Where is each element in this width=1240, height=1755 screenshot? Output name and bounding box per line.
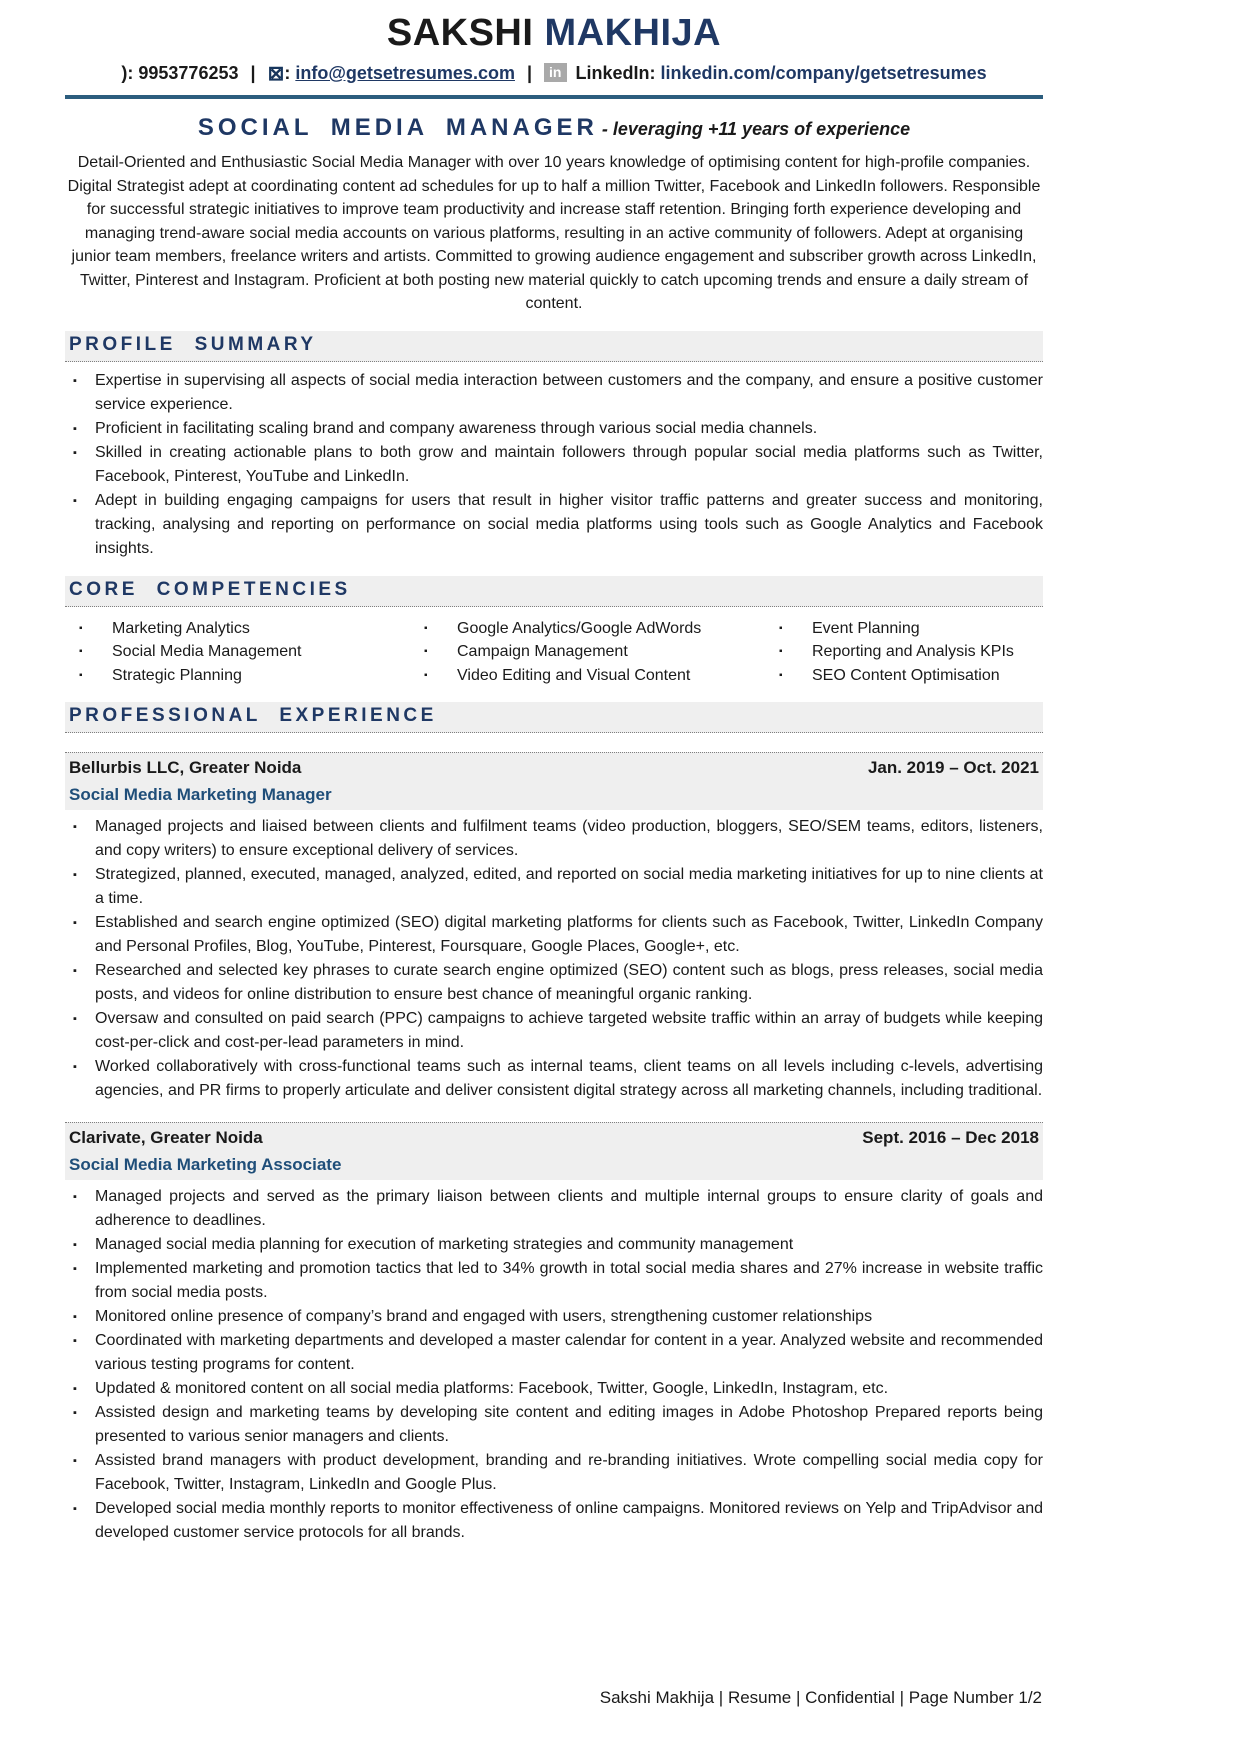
list-item (65, 489, 1043, 561)
list-item (65, 911, 1043, 959)
resume-title (65, 114, 1043, 142)
list-item (65, 1497, 1043, 1545)
list-item (65, 1257, 1043, 1305)
list-item (65, 417, 1043, 441)
phone-number: 9953776253 (138, 63, 239, 83)
section-header-core-competencies (65, 576, 1043, 607)
experience-entry (65, 752, 1043, 1103)
resume-content (65, 0, 1043, 1545)
section-heading: CORE COMPETENCIES (69, 578, 351, 600)
linkedin-link[interactable]: linkedin.com/company/getsetresumes (660, 63, 987, 83)
linkedin-icon: in (544, 63, 566, 82)
competency-item: ▪ Marketing Analytics (65, 617, 410, 641)
job-header-band (65, 752, 1043, 810)
list-item (65, 441, 1043, 489)
bullet-text: ▪ Established and search engine optimized (SEO) digital marketing platforms for clients such as Facebook, Twitter, LinkedIn Company and Personal Profiles, Blog, YouTube, Pinterest, Foursquare, Google Places, Google+, etc. (95, 914, 1043, 955)
linkedin-label: LinkedIn: (575, 63, 656, 83)
competency-item: ▪ Campaign Management (410, 640, 765, 664)
job-bullet-list (65, 1185, 1043, 1545)
competency-item: ▪ Video Editing and Visual Content (410, 664, 765, 688)
phone-colon: : (127, 63, 134, 83)
bullet-text: ▪ Managed social media planning for execution of marketing strategies and community management (95, 1236, 794, 1253)
page-footer: Sakshi Makhija | Resume | Confidential | Page Number 1/2 (599, 1688, 1042, 1707)
list-item (65, 1305, 1043, 1329)
section-header-professional-experience (65, 702, 1043, 733)
competency-item: ▪ SEO Content Optimisation (765, 664, 1043, 688)
first-name: SAKSHI (386, 12, 534, 54)
job-bullet-list (65, 815, 1043, 1103)
email-icon: ⊠ (267, 63, 285, 85)
summary-paragraph: Detail-Oriented and Enthusiastic Social Media Manager with over 10 years knowledge of optimising content for high-profile companies. Digital Strategist adept at coordinating content ad schedules for up to half a million Twitter, Facebook and LinkedIn followers. Responsible for successful strategic initiatives to improve team productivity and increase staff retention. Bringing forth experience developing and managing trend-aware social media accounts on various platforms, resulting in an active community of followers. Adept at organising junior team members, freelance writers and artists. Committed to growing audience engagement and subscriber growth across LinkedIn, Twitter, Pinterest and Instagram. Proficient at both posting new material quickly to catch upcoming trends and ensure a daily stream of content. (67, 154, 1041, 312)
competency-column (410, 617, 765, 688)
company-name: Clarivate, Greater Noida (69, 1128, 263, 1147)
candidate-name (65, 0, 1043, 55)
email-colon: : (284, 63, 291, 83)
phone-icon: ) (121, 63, 128, 83)
contact-line (65, 61, 1043, 86)
bullet-text: ▪ Proficient in facilitating scaling brand and company awareness through various social media channels. (95, 419, 818, 437)
list-item (65, 1329, 1043, 1377)
list-item (65, 1449, 1043, 1497)
section-heading: PROFILE SUMMARY (69, 333, 317, 355)
job-target-title: SOCIAL MEDIA MANAGER (197, 114, 598, 141)
company-name: Bellurbis LLC, Greater Noida (69, 758, 302, 777)
profile-summary-list (65, 369, 1043, 561)
competency-item: ▪ Event Planning (765, 617, 1043, 641)
section-heading: PROFESSIONAL EXPERIENCE (69, 705, 437, 726)
bullet-text: ▪ Skilled in creating actionable plans to both grow and maintain followers through popular social media platforms such as Twitter, Facebook, Pinterest, YouTube and LinkedIn. (95, 443, 1043, 485)
bullet-text: ▪ Coordinated with marketing departments and developed a master calendar for content in a year. Analyzed website and recommended various testing programs for content. (95, 1332, 1043, 1373)
experience-tagline: - leveraging +11 years of experience (601, 119, 911, 139)
job-title: Social Media Marketing Manager (69, 785, 332, 804)
list-item (65, 1185, 1043, 1233)
job-dates: Sept. 2016 – Dec 2018 (862, 1128, 1039, 1147)
bullet-text: ▪ Researched and selected key phrases to curate search engine optimized (SEO) content such as blogs, press releases, social media posts, and videos for online distribution to ensure best chance of meaningful organic ranking. (95, 962, 1043, 1003)
job-title: Social Media Marketing Associate (69, 1155, 342, 1174)
bullet-text: ▪ Implemented marketing and promotion tactics that led to 34% growth in total social media shares and 27% increase in website traffic from social media posts. (95, 1260, 1043, 1301)
last-name: MAKHIJA (544, 12, 722, 54)
contact-separator: | (250, 63, 256, 83)
list-item (65, 1377, 1043, 1401)
bullet-text: ▪ Managed projects and liaised between clients and fulfilment teams (video production, bloggers, SEO/SEM teams, editors, listeners, and copy writers) to ensure exceptional delivery of services. (95, 818, 1043, 859)
bullet-text: ▪ Assisted brand managers with product development, branding and re-branding initiatives. Wrote compelling social media copy for Facebook, Twitter, Instagram, LinkedIn and Google Plus. (95, 1452, 1043, 1493)
bullet-text: ▪ Adept in building engaging campaigns for users that result in higher visitor traffic patterns and greater success and monitoring, tracking, analysing and reporting on performance on social media platforms using tools such as Google Analytics and Facebook insights. (95, 491, 1043, 557)
list-item (65, 1233, 1043, 1257)
list-item (65, 863, 1043, 911)
list-item (65, 1055, 1043, 1103)
list-item (65, 1401, 1043, 1449)
bullet-text: ▪ Strategized, planned, executed, managed, analyzed, edited, and reported on social media marketing initiatives for up to nine clients at a time. (95, 866, 1043, 907)
bullet-text: ▪ Developed social media monthly reports to monitor effectiveness of online campaigns. Monitored reviews on Yelp and TripAdvisor and developed customer service protocols for all brands. (95, 1500, 1043, 1541)
list-item (65, 959, 1043, 1007)
list-item (65, 369, 1043, 417)
job-dates: Jan. 2019 – Oct. 2021 (867, 758, 1039, 777)
bullet-text: ▪ Assisted design and marketing teams by developing site content and editing images in Adobe Photoshop Prepared reports being presented to various senior managers and clients. (95, 1404, 1043, 1445)
competency-item: ▪ Reporting and Analysis KPIs (765, 640, 1043, 664)
list-item (65, 815, 1043, 863)
competency-column (65, 617, 410, 688)
competency-item: ▪ Strategic Planning (65, 664, 410, 688)
bullet-text: ▪ Worked collaboratively with cross-functional teams such as internal teams, client teams on all levels including c-levels, advertising agencies, and PR firms to properly articulate and deliver consistent digital strategy across all marketing channels, including traditional. (95, 1058, 1043, 1099)
bullet-text: ▪ Managed projects and served as the primary liaison between clients and multiple internal groups to ensure clarity of goals and adherence to deadlines. (95, 1188, 1043, 1229)
bullet-text: ▪ Oversaw and consulted on paid search (PPC) campaigns to achieve targeted website traffic within an array of budgets while keeping cost-per-click and cost-per-lead parameters in mind. (95, 1010, 1043, 1051)
job-header-row (69, 756, 1039, 779)
section-header-profile-summary (65, 331, 1043, 362)
list-item (65, 1007, 1043, 1055)
experience-entry (65, 1122, 1043, 1545)
competency-column (765, 617, 1043, 688)
header-divider (65, 95, 1043, 99)
contact-separator: | (526, 63, 533, 83)
experience-list (65, 752, 1043, 1545)
competencies-grid (65, 617, 1043, 688)
competency-item: ▪ Social Media Management (65, 640, 410, 664)
job-header-row (69, 1126, 1039, 1149)
competency-item: ▪ Google Analytics/Google AdWords (410, 617, 765, 641)
email-link[interactable]: info@getsetresumes.com (295, 63, 515, 83)
bullet-text: ▪ Updated & monitored content on all social media platforms: Facebook, Twitter, Google, LinkedIn, Instagram, etc. (95, 1380, 889, 1397)
job-header-band (65, 1122, 1043, 1180)
bullet-text: ▪ Expertise in supervising all aspects of social media interaction between customers and the company, and ensure a positive customer service experience. (95, 371, 1043, 413)
bullet-text: ▪ Monitored online presence of company’s brand and engaged with users, strengthening customer relationships (95, 1308, 873, 1325)
